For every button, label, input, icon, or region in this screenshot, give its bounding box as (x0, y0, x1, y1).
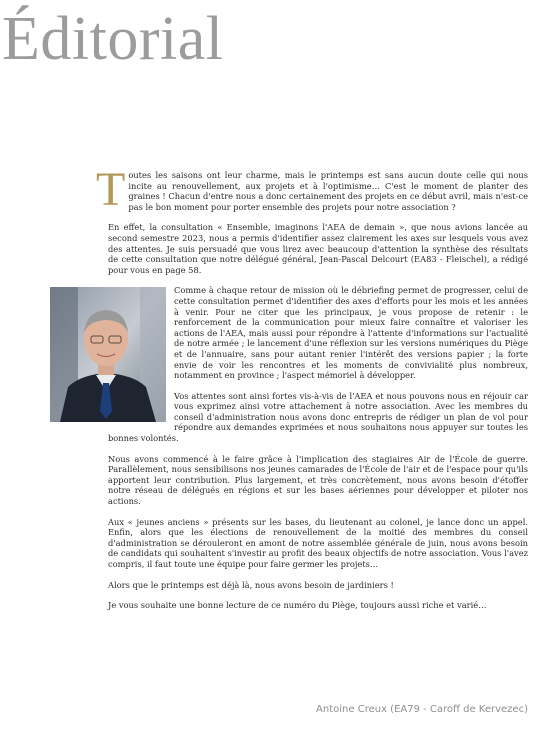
drop-cap: T (96, 163, 126, 216)
author-signature: Antoine Creux (EA79 - Caroff de Kervezec) (316, 704, 528, 715)
paragraph-expectations: Vos attentes sont ainsi fortes vis-à-vis de l'AEA et nous pouvons nous en réjouir car vous exprimez ainsi votre attachement à notre association. Avec les membres du conseil d'administration nous avons donc entrepris de rédiger un plan de vol pour répondre aux demandes exprimées et nous souhaitons nous appuyer sur toutes les bonnes volontés. (108, 390, 528, 444)
page-title: Éditorial (2, 5, 224, 73)
paragraph-consultation: En effet, la consultation « Ensemble, imaginons l'AEA de demain », que nous avions lancée au second semestre 2023, nous a permis d'identifier assez clairement les axes sur lesquels vous avez des attentes. Je suis persuadé que vous lirez avec beaucoup d'attention la synthèse des résultats de cette consultation que notre délégué général, Jean-Pascal Delcourt (EA83 - Fleischel), a rédigé pour vous en page 58. (108, 222, 528, 275)
paragraph-gardeners: Alors que le printemps est déjà là, nous avons besoin de jardiniers ! (108, 579, 394, 590)
editorial-article (96, 163, 528, 621)
paragraph-appeal: Aux « jeunes anciens » présents sur les bases, du lieutenant au colonel, je lance donc un appel. Enfin, alors que les élections de renouvellement de la moitié des membres du conseil d'administration se dérouleront en amont de notre assemblée générale de juin, nous avons besoin de candidats qui souhaitent s'investir au profit des beaux objectifs de notre association. Vous l'avez compris, il faut toute une équipe pour faire germer les projets… (108, 516, 528, 569)
paragraph-closing: Je vous souhaite une bonne lecture de ce numéro du Piège, toujours aussi riche et varié… (108, 600, 487, 611)
intro-paragraph (96, 163, 528, 216)
intro-text: outes les saisons ont leur charme, mais le printemps est sans aucun doute celle qui nous incite au renouvellement, aux projets et à l'optimisme… C'est le moment de planter des graines ! Chacun d'entre nous a donc certainement des projets en ce début avril, mais n'est-ce pas le bon moment pour porter ensemble des projets pour notre association ? (128, 170, 528, 212)
paragraph-involvement: Nous avons commencé à le faire grâce à l'implication des stagiaires Air de l'École de guerre. Parallèlement, nous sensibilisons nos jeunes camarades de l'École de l'air et de l'espace pour qu'ils apportent leur contribution. Plus largement, et très concrètement, nous avons besoin d'étoffer notre réseau de délégués en régions et sur les bases aériennes pour développer et piloter nos actions. (108, 453, 528, 507)
author-portrait (50, 287, 166, 422)
paragraph-debriefing: Comme à chaque retour de mission où le débriefing permet de progresser, celui de cette consultation permet d'identifier des axes d'efforts pour les mois et les années à venir. Pour ne citer que les principaux, je vous propose de retenir : le renforcement de la communication pour mieux faire connaître et valoriser les actions de l'AEA, mais aussi pour répondre à l'attente d'informations sur l'actualité de notre armée ; le lancement d'une réflexion sur les versions numériques du Piège et de l'annuaire, sans pour autant renier l'intérêt des versions papier ; la forte envie de voir les rencontres et les moments de convivialité plus nombreux, notamment en province ; l'aspect mémoriel à développer. (174, 285, 528, 381)
